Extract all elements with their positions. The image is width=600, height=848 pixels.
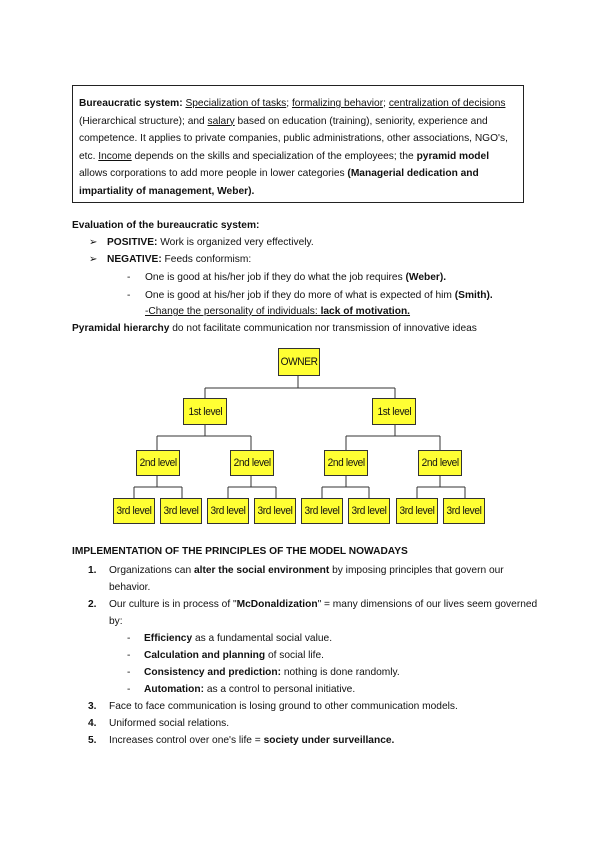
item-number: 4. xyxy=(88,718,97,729)
level3-node xyxy=(348,498,390,524)
evaluation-heading: Evaluation of the bureaucratic system: xyxy=(72,220,260,231)
salary-term: salary xyxy=(207,115,235,127)
implementation-list xyxy=(72,562,542,749)
sub-text: nothing is done randomly. xyxy=(280,667,400,678)
sub-text: One is good at his/her job if they do what the job requires xyxy=(145,272,406,283)
weber-note: (Managerial dedication and impartiality of management, Weber). xyxy=(79,168,479,197)
level3-node xyxy=(254,498,296,524)
implementation-heading: IMPLEMENTATION OF THE PRINCIPLES OF THE MODEL NOWADAYS xyxy=(72,546,408,557)
node-label: 2nd level xyxy=(327,457,365,469)
list-item xyxy=(72,732,542,749)
node-label: 2nd level xyxy=(421,457,459,469)
sub-item xyxy=(72,664,542,681)
arrow-bullet-icon: ➢ xyxy=(89,254,98,265)
owner-node xyxy=(278,348,320,376)
level3-node xyxy=(443,498,485,524)
dash-bullet-icon: - xyxy=(127,667,131,678)
sub-item xyxy=(72,647,542,664)
node-label: 3rd level xyxy=(257,505,293,517)
box-text: (Hierarchical structure); and xyxy=(79,115,208,127)
sub-text: of social life. xyxy=(265,650,325,661)
level2-node xyxy=(136,450,180,476)
item-text: Our culture is in process of " xyxy=(109,599,237,610)
sub-item xyxy=(72,630,542,647)
item-text: by imposing principles that govern our behavior. xyxy=(109,565,504,593)
sub-bold: Consistency and prediction: xyxy=(144,667,281,678)
node-label: 3rd level xyxy=(399,505,435,517)
node-label: 3rd level xyxy=(116,505,152,517)
sub-text: as a fundamental social value. xyxy=(192,633,333,644)
dash-bullet-icon: - xyxy=(127,633,131,644)
node-label: 3rd level xyxy=(446,505,482,517)
specialization-term: Specialization of tasks xyxy=(185,98,287,109)
item-bold: society under surveillance. xyxy=(263,735,395,746)
formalizing-term: formalizing behavior xyxy=(291,98,384,109)
positive-text: Work is organized very effectively. xyxy=(157,237,314,248)
dash-bullet-icon: - xyxy=(127,650,131,661)
level3-node xyxy=(396,498,438,524)
dash-bullet-icon: - xyxy=(127,272,131,283)
node-label: OWNER xyxy=(280,356,318,368)
pyramid-text: do not facilitate communication nor transmission of innovative ideas xyxy=(169,323,477,334)
sub-bold: Calculation and planning xyxy=(144,650,266,661)
level2-node xyxy=(324,450,368,476)
level2-node xyxy=(230,450,274,476)
item-text: Organizations can xyxy=(109,565,194,576)
sub-bold: (Weber). xyxy=(405,272,447,283)
pyramid-term: pyramid model xyxy=(416,150,490,162)
item-bold: McDonaldization xyxy=(236,599,318,610)
separator: ; xyxy=(383,98,386,109)
income-term: Income xyxy=(98,150,132,162)
pyramid-bold: Pyramidal hierarchy xyxy=(72,323,170,334)
item-number: 2. xyxy=(88,599,97,610)
item-number: 3. xyxy=(88,701,97,712)
box-text: based on education (training), seniority, experience and competence. It applies to private companies, public administrations, other associations, NGO's, etc. xyxy=(79,115,508,162)
node-label: 3rd level xyxy=(163,505,199,517)
list-item xyxy=(72,562,542,596)
positive-label: POSITIVE: xyxy=(107,237,158,248)
item-text: Face to face communication is losing ground to other communication models. xyxy=(109,701,458,712)
separator: ; xyxy=(286,98,290,109)
item-text: Increases control over one's life = xyxy=(109,735,264,746)
sub-bold: (Smith). xyxy=(454,290,493,301)
sub-text: One is good at his/her job if they do more of what is expected of him xyxy=(145,290,455,301)
item-bold: alter the social environment xyxy=(193,565,330,576)
sub-bold: lack of motivation. xyxy=(320,306,411,317)
sub-bold: Automation: xyxy=(144,684,204,695)
negative-label: NEGATIVE: xyxy=(107,254,162,265)
level1-node-left xyxy=(183,398,227,425)
negative-text: Feeds conformism: xyxy=(161,254,252,265)
node-label: 3rd level xyxy=(351,505,387,517)
arrow-bullet-icon: ➢ xyxy=(89,237,98,248)
item-number: 1. xyxy=(88,565,97,576)
sub-bold: Efficiency xyxy=(144,633,193,644)
node-label: 1st level xyxy=(188,405,222,418)
item-text: Uniformed social relations. xyxy=(109,718,230,729)
sub-text: -Change the personality of individuals: xyxy=(145,306,321,317)
item-number: 5. xyxy=(88,735,97,746)
list-item xyxy=(72,596,542,630)
item-text: " = many dimensions of our lives seem governed by: xyxy=(109,599,538,627)
box-lead: Bureaucratic system: xyxy=(79,98,183,109)
box-text: allows corporations to add more people in lower categories xyxy=(79,168,348,179)
list-item xyxy=(72,715,542,732)
node-label: 1st level xyxy=(377,405,411,418)
node-label: 3rd level xyxy=(304,505,340,517)
centralization-term: centralization of decisions xyxy=(388,98,506,109)
dash-bullet-icon: - xyxy=(127,684,131,695)
level3-node xyxy=(207,498,249,524)
box-text: depends on the skills and specialization of the employees; the xyxy=(131,150,417,162)
level1-node-right xyxy=(372,398,416,425)
level3-node xyxy=(301,498,343,524)
level3-node xyxy=(113,498,155,524)
list-item xyxy=(72,698,542,715)
sub-text: as a control to personal initiative. xyxy=(203,684,356,695)
node-label: 3rd level xyxy=(210,505,246,517)
level3-node xyxy=(160,498,202,524)
level2-node xyxy=(418,450,462,476)
sub-item xyxy=(72,681,542,698)
node-label: 2nd level xyxy=(139,457,177,469)
node-label: 2nd level xyxy=(233,457,271,469)
dash-bullet-icon: - xyxy=(127,290,131,301)
